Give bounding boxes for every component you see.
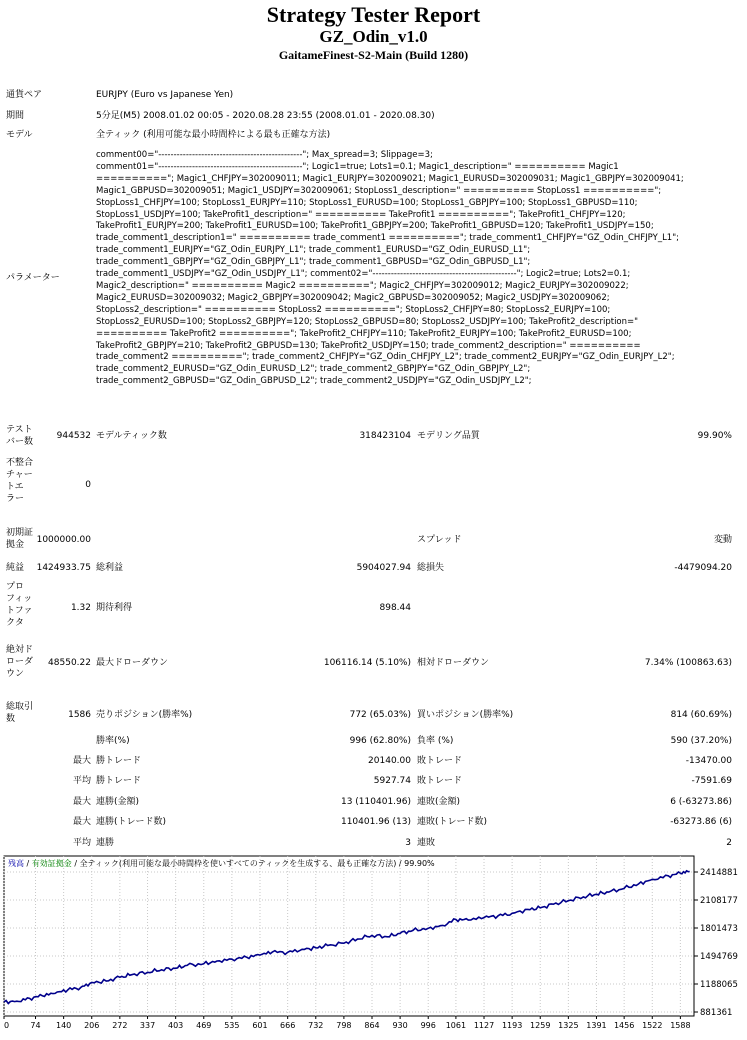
- model-label: モデル: [6, 130, 33, 140]
- max-dd-label: 最大ドローダウン: [96, 658, 169, 668]
- period-label: 期間: [6, 111, 25, 121]
- x-axis: [4, 1016, 691, 1030]
- legend-sep-2: /: [71, 859, 80, 868]
- x-tick-label: 1259: [530, 1021, 551, 1030]
- avg-win-value: 5927.74: [373, 776, 411, 786]
- long-value: 814 (60.69%): [670, 710, 732, 720]
- avg-label: 平均: [72, 776, 91, 786]
- plot-area: [4, 856, 694, 1016]
- pf-label: プロ フィッ トファ クタ: [6, 582, 33, 628]
- max2-label: 最大: [72, 797, 91, 807]
- cons-loss-cnt-value: -63273.86 (6): [670, 817, 732, 827]
- param-line: ========== TakeProfit2 =========="; TakeProfit2_CHFJPY=110; TakeProfit2_EURJPY=100; TakeProfit2_EURUSD=100;: [96, 328, 632, 339]
- avg-cons-wins-value: 3: [405, 838, 411, 848]
- gross-profit-value: 5904027.94: [356, 563, 411, 573]
- expert-name: GZ_Odin_v1.0: [319, 27, 428, 46]
- param-line: trade_comment1_description1=" ========== trade_comment1 =========="; trade_comment1_CHFJPY="GZ_Odin_CHFJPY_L1";: [96, 233, 679, 244]
- avg-cons-loss-label: 連敗: [417, 838, 436, 848]
- y-tick-label: 1494769: [700, 952, 738, 962]
- legend-quality: 99.90%: [404, 859, 435, 868]
- x-tick-label: 601: [252, 1021, 268, 1030]
- cons-wins-cnt-value: 110401.96 (13): [340, 817, 411, 827]
- avg2-label: 平均: [72, 838, 91, 848]
- x-tick-label: 666: [280, 1021, 296, 1030]
- abs-dd-value: 48550.22: [48, 658, 91, 668]
- param-line: Magic1_GBPUSD=302009051; Magic1_USDJPY=302009061; StopLoss1_description=" ========== StopLoss1 ==========";: [96, 185, 662, 196]
- x-tick-label: 0: [4, 1021, 10, 1030]
- cons-wins-amt-label: 連勝(金額): [96, 797, 140, 807]
- balance-chart: [4, 856, 744, 1036]
- spread-label: スプレッド: [417, 535, 462, 545]
- cons-wins-amt-value: 13 (110401.96): [340, 797, 411, 807]
- net-label: 純益: [6, 563, 25, 573]
- largest-loss-label: 敗トレード: [417, 756, 463, 766]
- ticks-label: モデルティック数: [96, 431, 167, 441]
- net-value: 1424933.75: [36, 563, 91, 573]
- gross-loss-label: 総損失: [417, 563, 445, 573]
- chart-legend: [8, 858, 435, 868]
- avg-loss-value: -7591.69: [691, 776, 732, 786]
- avg-cons-wins-label: 連勝: [96, 838, 115, 848]
- x-tick-label: 1456: [613, 1021, 635, 1030]
- symbol-value: EURJPY (Euro vs Japanese Yen): [96, 90, 234, 100]
- param-line: trade_comment1_EURJPY="GZ_Odin_EURJPY_L1"; trade_comment1_EURUSD="GZ_Odin_EURUSD_L1";: [96, 245, 531, 256]
- max-label: 最大: [72, 756, 91, 766]
- x-tick-label: 403: [168, 1021, 184, 1030]
- quality-label: モデリング品質: [417, 431, 480, 441]
- deposit-label: 初期証 拠金: [6, 528, 34, 550]
- rel-dd-label: 相対ドローダウン: [417, 658, 490, 668]
- period-value: 5分足(M5) 2008.01.02 00:05 - 2020.08.28 23:55 (2008.01.01 - 2020.08.30): [96, 111, 435, 121]
- deposit-value: 1000000.00: [36, 535, 91, 545]
- short-value: 772 (65.03%): [349, 710, 411, 720]
- param-line: trade_comment1_GBPJPY="GZ_Odin_GBPJPY_L1"; trade_comment1_GBPUSD="GZ_Odin_GBPUSD_L1";: [96, 257, 531, 268]
- legend-sep-3: /: [396, 859, 405, 868]
- legend-sep-1: /: [24, 859, 32, 868]
- cons-loss-cnt-label: 連敗(トレード数): [417, 817, 488, 827]
- param-line: comment00="-----------------------------------------------"; Max_spread=3; Slippage=3;: [96, 150, 433, 160]
- largest-loss-value: -13470.00: [685, 756, 732, 766]
- param-line: trade_comment2 =========="; trade_comment2_CHFJPY="GZ_Odin_CHFJPY_L2"; trade_comment2_EURJPY="GZ_Odin_EURJPY_L2";: [96, 352, 675, 363]
- legend-model: 全ティック(利用可能な最小時間枠を使いすべてのティックを生成する、最も正確な方法): [79, 859, 397, 868]
- param-line: StopLoss1_CHFJPY=100; StopLoss1_EURJPY=110; StopLoss1_EURUSD=100; StopLoss1_GBPJPY=100; StopLoss1_GBPUSD=110;: [96, 197, 638, 208]
- parameters-block: [96, 150, 736, 388]
- legend-balance: 残高: [8, 859, 24, 868]
- x-tick-label: 535: [224, 1021, 240, 1030]
- long-label: 買いポジション(勝率%): [417, 710, 514, 720]
- param-line: Magic2_description=" ========== Magic2 =========="; Magic2_CHFJPY=302009012; Magic2_EURJPY=302009022;: [96, 280, 629, 291]
- ticks-value: 318423104: [359, 431, 411, 441]
- param-line: =========="; Magic1_CHFJPY=302009011; Magic1_EURJPY=302009021; Magic1_EURUSD=302009031; Magic1_GBPJPY=302009041;: [96, 173, 684, 184]
- report-title: Strategy Tester Report: [266, 2, 481, 27]
- y-tick-label: 1801473: [700, 924, 738, 934]
- y-tick-label: 1188065: [700, 980, 738, 990]
- x-tick-label: 798: [336, 1021, 352, 1030]
- x-tick-label: 140: [55, 1021, 72, 1030]
- x-tick-label: 1522: [642, 1021, 663, 1030]
- x-tick-label: 864: [364, 1021, 380, 1030]
- bars-label: テスト バー数: [6, 425, 34, 447]
- y-axis: [694, 868, 738, 1018]
- param-line: StopLoss1_USDJPY=100; TakeProfit1_description=" ========== TakeProfit1 =========="; TakeProfit1_CHFJPY=120;: [96, 209, 626, 220]
- expected-value: 898.44: [379, 603, 411, 613]
- symbol-label: 通貨ペア: [6, 90, 43, 100]
- param-line: trade_comment2_GBPUSD="GZ_Odin_GBPUSD_L2"; trade_comment2_USDJPY="GZ_Odin_USDJPY_L2";: [96, 376, 532, 387]
- x-tick-label: 1193: [501, 1021, 523, 1030]
- legend-equity: 有効証拠金: [31, 859, 72, 868]
- server-build: GaitameFinest-S2-Main (Build 1280): [278, 48, 469, 62]
- x-tick-label: 930: [392, 1021, 408, 1030]
- largest-win-value: 20140.00: [368, 756, 411, 766]
- mismatch-label: 不整合 チャー トエ ラー: [6, 458, 34, 504]
- pf-value: 1.32: [70, 603, 91, 613]
- x-tick-label: 1588: [670, 1021, 691, 1030]
- x-tick-label: 1325: [558, 1021, 579, 1030]
- total-trades-label: 総取引 数: [6, 702, 34, 724]
- cons-loss-amt-label: 連敗(金額): [417, 797, 461, 807]
- y-tick-label: 2414881: [700, 868, 738, 878]
- param-line: StopLoss2_EURUSD=100; StopLoss2_GBPJPY=120; StopLoss2_GBPUSD=80; StopLoss2_USDJPY=100; TakeProfit2_description=": [96, 316, 639, 327]
- x-tick-label: 337: [139, 1021, 156, 1030]
- param-line: TakeProfit1_EURJPY=200; TakeProfit1_EURUSD=100; TakeProfit1_GBPJPY=200; TakeProfit1_GBPUSD=120; TakeProfit1_USDJPY=150;: [96, 221, 654, 232]
- loss-rate-value: 590 (37.20%): [670, 736, 732, 746]
- gross-profit-label: 総利益: [96, 563, 124, 573]
- balance-chart-svg: [4, 856, 744, 1036]
- y-tick-label: 2108177: [700, 896, 738, 906]
- expected-label: 期待利得: [96, 603, 133, 613]
- y-tick-label: 881361: [700, 1008, 733, 1018]
- short-label: 売りポジション(勝率%): [96, 710, 193, 720]
- param-line: TakeProfit2_GBPJPY=210; TakeProfit2_GBPUSD=130; TakeProfit2_USDJPY=150; trade_comment2_description=" ==========: [96, 340, 641, 351]
- max3-label: 最大: [72, 817, 91, 827]
- x-tick-label: 1127: [473, 1021, 495, 1030]
- avg-win-label: 勝トレード: [96, 776, 142, 786]
- abs-dd-label: 絶対ド ローダ ウン: [6, 645, 34, 679]
- param-line: StopLoss2_description=" ========== StopLoss2 =========="; StopLoss2_CHFJPY=80; StopLoss2_EURJPY=100;: [96, 304, 611, 315]
- x-tick-label: 996: [420, 1021, 436, 1030]
- quality-value: 99.90%: [697, 431, 732, 441]
- rel-dd-value: 7.34% (100863.63): [644, 658, 732, 668]
- param-line: comment01="-----------------------------------------------"; Logic1=true; Lots1=0.1; Magic1_description=" ========== Magic1: [96, 161, 619, 172]
- model-value: 全ティック (利用可能な最小時間枠による最も正確な方法): [96, 130, 331, 140]
- avg-loss-label: 敗トレード: [417, 776, 463, 786]
- win-rate-label: 勝率(%): [96, 736, 130, 746]
- x-tick-label: 74: [30, 1021, 41, 1030]
- param-line: Magic2_EURUSD=302009032; Magic2_GBPJPY=302009042; Magic2_GBPUSD=302009052; Magic2_USDJPY=302009062;: [96, 292, 610, 303]
- x-tick-label: 732: [308, 1021, 324, 1030]
- param-line: trade_comment1_USDJPY="GZ_Odin_USDJPY_L1"; comment02="-----------------------------------------------"; Logic2=true; Lots2=0.1;: [96, 269, 631, 280]
- largest-win-label: 勝トレード: [96, 756, 142, 766]
- avg-cons-loss-value: 2: [726, 838, 732, 848]
- x-tick-label: 272: [112, 1021, 128, 1030]
- params-label: パラメーター: [6, 273, 60, 283]
- bars-value: 944532: [56, 431, 91, 441]
- spread-value: 変動: [713, 535, 732, 545]
- x-tick-label: 1391: [586, 1021, 607, 1030]
- loss-rate-label: 負率 (%): [417, 736, 454, 746]
- x-tick-label: 469: [196, 1021, 212, 1030]
- x-tick-label: 206: [84, 1021, 100, 1030]
- mismatch-value: 0: [85, 480, 91, 490]
- max-dd-value: 106116.14 (5.10%): [323, 658, 411, 668]
- cons-wins-cnt-label: 連勝(トレード数): [96, 817, 167, 827]
- total-trades-value: 1586: [68, 710, 91, 720]
- gross-loss-value: -4479094.20: [674, 563, 732, 573]
- win-rate-value: 996 (62.80%): [349, 736, 411, 746]
- x-tick-label: 1061: [445, 1021, 467, 1030]
- param-line: trade_comment2_EURUSD="GZ_Odin_EURUSD_L2"; trade_comment2_GBPJPY="GZ_Odin_GBPJPY_L2";: [96, 364, 531, 375]
- cons-loss-amt-value: 6 (-63273.86): [670, 797, 732, 807]
